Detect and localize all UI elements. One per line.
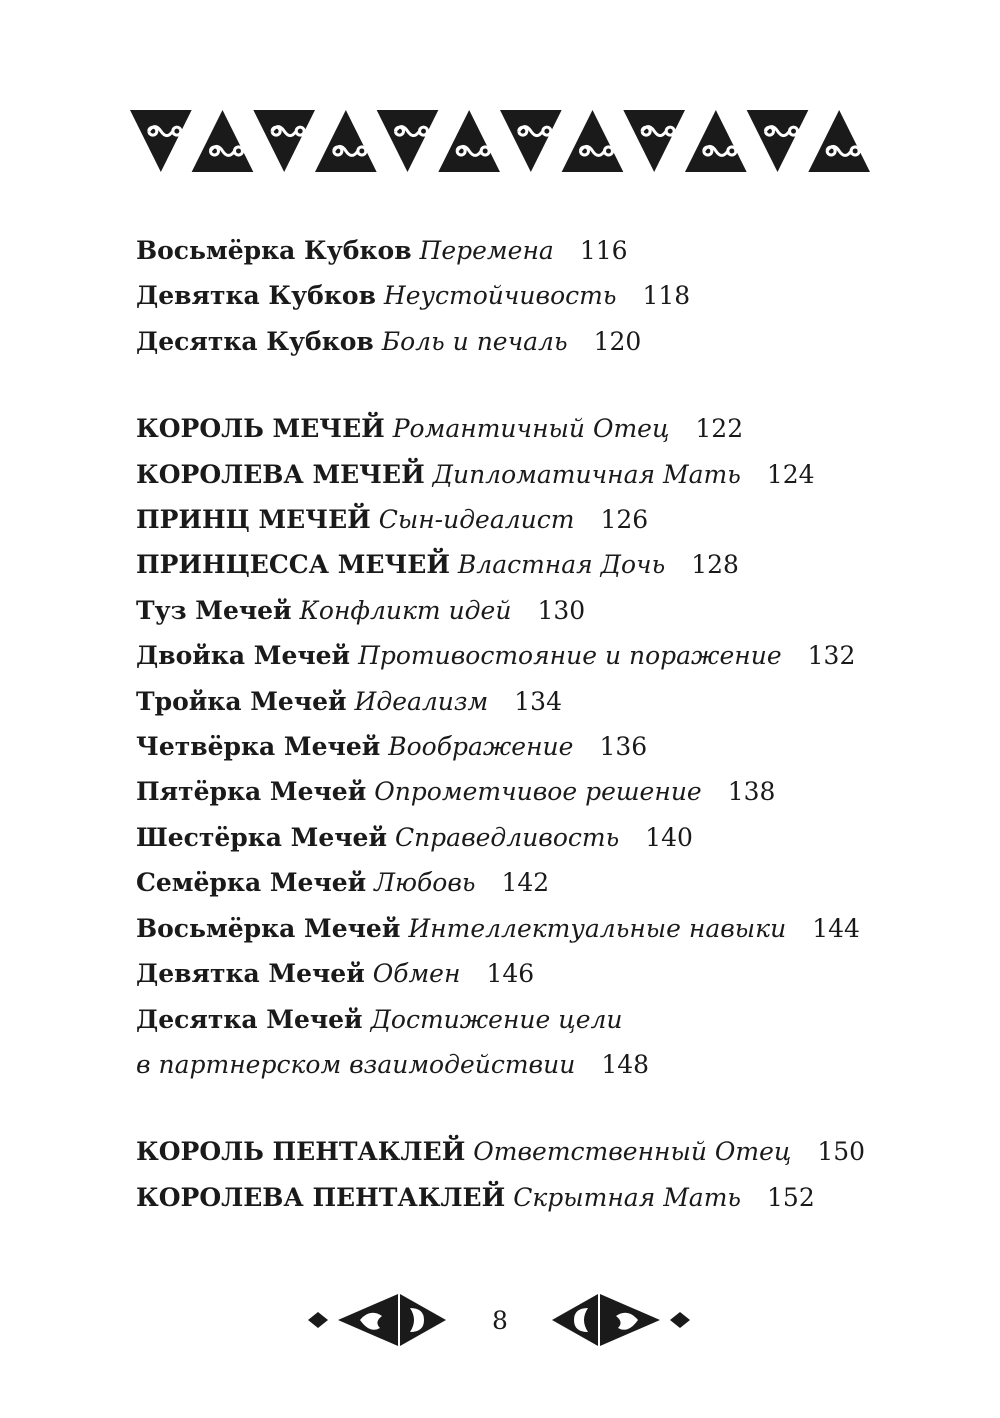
entry-subtitle: Дипломатичная Мать <box>432 459 741 489</box>
entry-title: КОРОЛЬ ПЕНТАКЛЕЙ <box>136 1137 466 1167</box>
entry-subtitle: Противостояние и поражение <box>358 641 782 671</box>
border-triangle-icon <box>500 110 562 172</box>
entry-subtitle: Обмен <box>372 959 461 989</box>
entry-subtitle: Идеализм <box>354 686 489 716</box>
entry-title: Десятка Кубков <box>136 326 374 356</box>
ornament-left-icon <box>338 1294 446 1346</box>
entry-subtitle: Достижение цели <box>370 1004 623 1034</box>
entry-title: Двойка Мечей <box>136 641 351 671</box>
entry-page: 150 <box>817 1137 866 1167</box>
entry-page: 144 <box>812 913 860 943</box>
entry-page: 122 <box>695 414 744 444</box>
toc-entry[interactable] <box>136 588 896 633</box>
entry-page: 126 <box>600 505 649 535</box>
entry-subtitle: Сын-идеалист <box>378 505 575 535</box>
toc-entry[interactable] <box>136 1175 896 1220</box>
page-number: 8 <box>492 1306 508 1335</box>
entry-subtitle: Воображение <box>388 732 574 762</box>
entry-title: КОРОЛЕВА ПЕНТАКЛЕЙ <box>136 1182 506 1212</box>
entry-subtitle: Романтичный Отец <box>392 414 670 444</box>
border-triangle-icon <box>747 110 809 172</box>
entry-title: ПРИНЦЕССА МЕЧЕЙ <box>136 550 450 580</box>
toc-entry[interactable] <box>136 633 896 678</box>
entry-title: Тройка Мечей <box>136 686 347 716</box>
entry-title: КОРОЛЬ МЕЧЕЙ <box>136 414 385 444</box>
entry-title: Десятка Мечей <box>136 1004 363 1034</box>
entry-title: ПРИНЦ МЕЧЕЙ <box>136 505 371 535</box>
entry-subtitle: Властная Дочь <box>457 550 666 580</box>
entry-page: 120 <box>593 326 642 356</box>
entry-page: 146 <box>486 959 535 989</box>
border-triangle-icon <box>192 110 254 172</box>
entry-page: 116 <box>579 236 628 265</box>
entry-page: 140 <box>645 822 693 852</box>
toc-entry[interactable] <box>136 997 896 1042</box>
entry-title: Восьмёрка Мечей <box>136 913 401 943</box>
entry-page: 138 <box>727 777 776 807</box>
entry-subtitle: Интеллектуальные навыки <box>408 913 787 943</box>
table-of-contents <box>136 228 896 1262</box>
entry-page: 148 <box>601 1049 650 1079</box>
entry-title: Девятка Кубков <box>136 281 376 311</box>
entry-subtitle: Перемена <box>419 236 554 265</box>
entry-title: Семёрка Мечей <box>136 868 367 898</box>
entry-page: 124 <box>766 459 815 489</box>
toc-entry[interactable] <box>136 769 896 814</box>
entry-subtitle: Конфликт идей <box>299 595 512 625</box>
border-triangle-icon <box>253 110 315 172</box>
toc-entry[interactable] <box>136 228 896 273</box>
toc-entry[interactable] <box>136 951 896 996</box>
toc-group-pentacles <box>136 1129 896 1220</box>
diamond-right-icon <box>670 1312 690 1328</box>
entry-subtitle: Скрытная Мать <box>513 1182 742 1212</box>
entry-page: 118 <box>642 281 691 311</box>
entry-title: Туз Мечей <box>136 595 292 625</box>
ornamental-border-top <box>130 110 870 172</box>
entry-page: 142 <box>501 868 550 898</box>
entry-subtitle-continuation: в партнерском взаимодействии <box>136 1049 576 1079</box>
toc-entry[interactable] <box>136 724 896 769</box>
border-triangle-icon <box>623 110 685 172</box>
entry-page: 132 <box>807 641 856 671</box>
ornament-right-icon <box>552 1294 660 1346</box>
entry-title: Девятка Мечей <box>136 959 365 989</box>
toc-entry-continuation[interactable] <box>136 1042 896 1087</box>
diamond-left-icon <box>308 1312 328 1328</box>
entry-page: 136 <box>599 732 648 762</box>
toc-group-cups <box>136 228 896 364</box>
border-triangle-icon <box>808 110 870 172</box>
entry-page: 152 <box>767 1182 815 1212</box>
entry-subtitle: Неустойчивость <box>383 281 617 311</box>
entry-title: Восьмёрка Кубков <box>136 236 412 265</box>
entry-title: Пятёрка Мечей <box>136 777 367 807</box>
toc-entry[interactable] <box>136 542 896 587</box>
toc-entry[interactable] <box>136 906 896 951</box>
toc-entry[interactable] <box>136 452 896 497</box>
border-triangle-icon <box>377 110 439 172</box>
toc-entry[interactable] <box>136 679 896 724</box>
border-triangle-icon <box>315 110 377 172</box>
entry-title: Четвёрка Мечей <box>136 732 381 762</box>
border-triangle-icon <box>685 110 747 172</box>
entry-subtitle: Боль и печаль <box>381 326 568 356</box>
toc-entry[interactable] <box>136 273 896 318</box>
entry-page: 130 <box>537 595 586 625</box>
toc-entry[interactable] <box>136 406 896 451</box>
border-triangle-icon <box>562 110 624 172</box>
entry-subtitle: Ответственный Отец <box>473 1137 792 1167</box>
border-triangle-icon <box>130 110 192 172</box>
toc-entry[interactable] <box>136 319 896 364</box>
entry-title: Шестёрка Мечей <box>136 822 387 852</box>
entry-page: 128 <box>691 550 739 580</box>
toc-entry[interactable] <box>136 860 896 905</box>
toc-entry[interactable] <box>136 815 896 860</box>
entry-page: 134 <box>514 686 562 716</box>
entry-title: КОРОЛЕВА МЕЧЕЙ <box>136 459 425 489</box>
entry-subtitle: Любовь <box>374 868 476 898</box>
toc-entry[interactable] <box>136 1129 896 1174</box>
toc-entry[interactable] <box>136 497 896 542</box>
border-triangle-icon <box>438 110 500 172</box>
toc-group-swords <box>136 406 896 1087</box>
entry-subtitle: Опрометчивое решение <box>374 777 702 807</box>
entry-subtitle: Справедливость <box>394 822 620 852</box>
